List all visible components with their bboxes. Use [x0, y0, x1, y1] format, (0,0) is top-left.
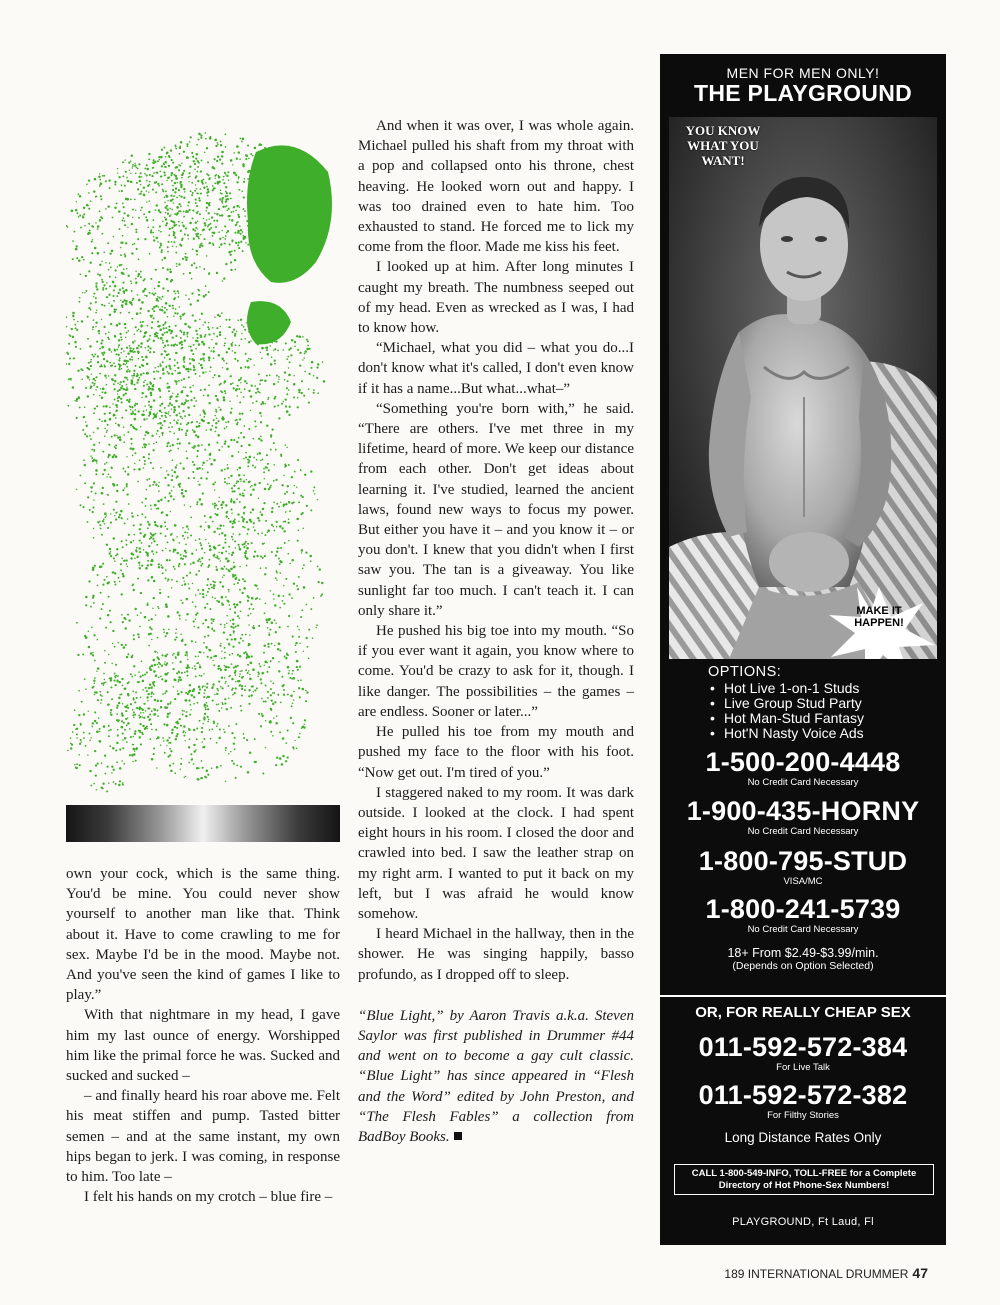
stipple-drawing — [66, 112, 340, 842]
burst-text: MAKE IT HAPPEN! — [854, 605, 904, 629]
story-credit — [358, 1006, 634, 1147]
cheap-heading: OR, FOR REALLY CHEAP SEX — [695, 1004, 911, 1021]
directory-box: CALL 1-800-549-INFO, TOLL-FREE for a Complete Directory of Hot Phone-Sex Numbers! — [674, 1164, 934, 1195]
option-label: Hot Live 1-on-1 Studs — [724, 680, 860, 696]
ad-divider — [660, 995, 946, 997]
bullet-icon: • — [710, 680, 715, 696]
option-item — [706, 726, 864, 741]
ad-kicker: MEN FOR MEN ONLY! — [726, 65, 880, 81]
phone-number: 1-800-795-STUD — [698, 846, 908, 876]
page-number: 47 — [912, 1265, 928, 1281]
beard-shape — [247, 301, 291, 344]
option-label: Hot Man-Stud Fantasy — [724, 710, 865, 726]
page-footer — [0, 1265, 928, 1281]
paragraph: – and finally heard his roar above me. Felt his meat stiffen and pump. Tasted bitter semen – and at the same instant, my own hips began to jerk. I was coming, in response to him. Too late – — [66, 1088, 340, 1186]
story-illustration — [66, 112, 340, 842]
phone-number: 011-592-572-384 — [698, 1032, 908, 1062]
ad-options — [706, 664, 864, 741]
paragraph: I felt his hands on my crotch – blue fire – — [84, 1189, 333, 1206]
story-left-column — [66, 864, 340, 1207]
ad-photo — [669, 117, 937, 659]
paragraph: own your cock, which is the same thing. You'd be mine. You could never show yourself to another man like that. Think about it. Have to come crawling to me for sex. Maybe I'd be in the mood. Maybe not. And you've seen the kind of games I like to play.” — [66, 866, 340, 1004]
phone-entry — [660, 747, 946, 788]
option-label: Hot'N Nasty Voice Ads — [724, 725, 864, 741]
paragraph: “Michael, what you did – what you do...I don't know what it's called, I don't even know if it has a name...But what...what–” — [358, 340, 634, 397]
phone-note: No Credit Card Necessary — [747, 826, 859, 837]
phone-note: No Credit Card Necessary — [747, 777, 859, 788]
phone-entry — [660, 894, 946, 935]
publication-name: 189 INTERNATIONAL DRUMMER — [724, 1267, 909, 1281]
phone-number: 1-500-200-4448 — [705, 747, 901, 777]
story-middle-column — [358, 116, 634, 1147]
option-item — [706, 696, 864, 711]
ad-location: PLAYGROUND, Ft Laud, Fl — [732, 1216, 874, 1228]
ad-title: THE PLAYGROUND — [693, 80, 913, 106]
options-list — [706, 681, 864, 741]
credit-text: “Blue Light,” by Aaron Travis a.k.a. Steven Saylor was first published in Drummer #44 and went on to become a gay cult classic. “Blue Light” has since appeared in “Flesh and the Word” edited by John Preston, and “The Flesh Fables” a collection from BadBoy Books. — [358, 1007, 634, 1145]
phone-number: 1-800-241-5739 — [705, 894, 901, 924]
paragraph: I looked up at him. After long minutes I caught my breath. The numbness seeped out of my head. Even as wrecked as I was, I had to know how. — [358, 259, 634, 337]
paragraph: He pulled his toe from my mouth and pushed my face to the floor with his foot. “Now get out. I'm tired of you.” — [358, 724, 634, 781]
gradient-band — [66, 805, 340, 842]
phone-number: 1-900-435-HORNY — [686, 796, 920, 826]
paragraph: He pushed his big toe into my mouth. “So if you ever want it again, you know where to come. You'd be crazy to ask for it, though. I like danger. The possibilities – the games – are endless. Sooner or later...” — [358, 623, 634, 720]
phone-note: For Filthy Stories — [767, 1110, 839, 1121]
bullet-icon: • — [710, 725, 715, 741]
ad-tagline: YOU KNOW WHAT YOU WANT! — [685, 123, 761, 168]
paragraph: And when it was over, I was whole again. Michael pulled his shaft from my throat with a pop and collapsed onto his throne, chest heaving. He looked worn out and happy. I was too drained even to hate him. Too exhausted to stand. He forced me to lick my come from the floor. Made me kiss his feet. — [358, 118, 634, 256]
options-heading: OPTIONS: — [708, 664, 782, 680]
phone-note: VISA/MC — [783, 876, 823, 887]
intl-phone-entry — [660, 1032, 946, 1073]
phone-note: For Live Talk — [776, 1062, 830, 1073]
pricing-note: (Depends on Option Selected) — [732, 960, 874, 972]
end-mark-icon — [454, 1132, 462, 1140]
pricing-text: 18+ From $2.49-$3.99/min. — [727, 946, 879, 960]
phone-entry — [660, 796, 946, 837]
paragraph: I staggered naked to my room. It was dark outside. I looked at the clock. I had spent eight hours in his room. I closed the door and crawled into bed. I saw the leather strap on my right arm. I wanted to put it back on my left, but I was afraid he would know somehow. — [358, 784, 634, 922]
paragraph: I heard Michael in the hallway, then in the shower. He was singing happily, basso profundo, as I dropped off to sleep. — [358, 926, 634, 983]
paragraph: With that nightmare in my head, I gave him my last ounce of energy. Worshipped him like the primal force he was. Sucked and sucked and sucked – — [66, 1007, 340, 1085]
paragraph: “Something you're born with,” he said. “There are others. I've met three in my lifetime, heard of more. We keep our distance from each other. Don't get ideas about learning it. I've studied, learned the ancient laws, found new ways to focus my power. But either you have it – and you know it – or you don't. I knew that you didn't when I first saw you. The tan is a giveaway. You like sunlight far too much. I can't teach it. I can only share it.” — [358, 400, 634, 619]
bullet-icon: • — [710, 710, 715, 726]
option-item — [706, 711, 864, 726]
bullet-icon: • — [710, 695, 715, 711]
option-label: Live Group Stud Party — [724, 695, 862, 711]
model-photo — [669, 117, 937, 659]
ad-pricing — [660, 947, 946, 973]
long-distance-note: Long Distance Rates Only — [724, 1130, 882, 1145]
intl-phone-entry — [660, 1080, 946, 1121]
hair-shape — [247, 145, 332, 282]
phone-entry — [660, 846, 946, 887]
phone-number: 011-592-572-382 — [698, 1080, 908, 1110]
option-item — [706, 681, 864, 696]
playground-advertisement — [660, 54, 946, 1245]
phone-note: No Credit Card Necessary — [747, 924, 859, 935]
